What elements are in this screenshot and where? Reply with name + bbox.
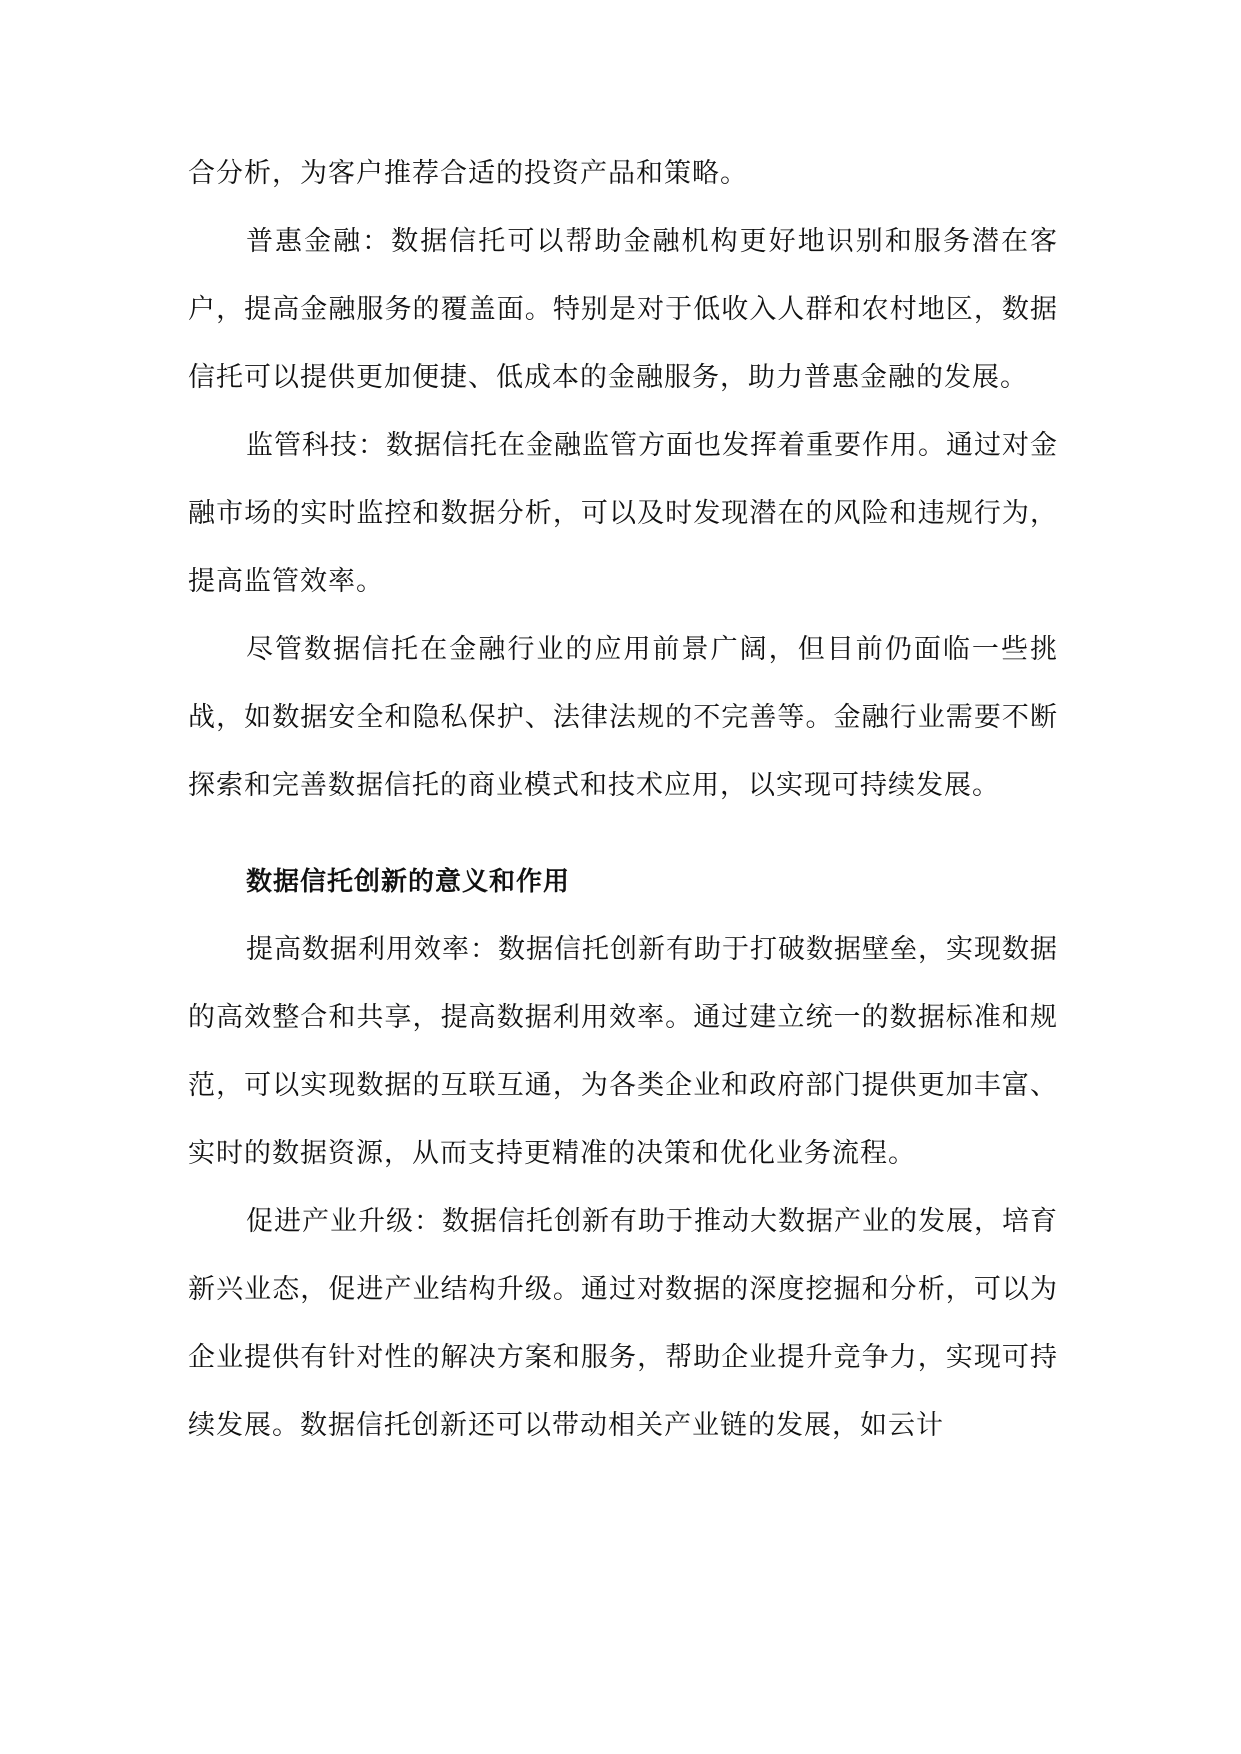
page-body	[188, 140, 1058, 1460]
section-heading: 数据信托创新的意义和作用	[246, 867, 571, 897]
paragraph-data-efficiency: 提高数据利用效率：数据信托创新有助于打破数据壁垒，实现数据的高效整合和共享，提高数据利用效率。通过建立统一的数据标准和规范，可以实现数据的互联互通，为各类企业和政府部门提供更加丰富、实时的数据资源，从而支持更精准的决策和优化业务流程。	[188, 934, 1058, 1169]
paragraph-industry-upgrade: 促进产业升级：数据信托创新有助于推动大数据产业的发展，培育新兴业态，促进产业结构升级。通过对数据的深度挖掘和分析，可以为企业提供有针对性的解决方案和服务，帮助企业提升竞争力，实现可持续发展。数据信托创新还可以带动相关产业链的发展，如云计	[188, 1206, 1058, 1441]
paragraph-challenges: 尽管数据信托在金融行业的应用前景广阔，但目前仍面临一些挑战，如数据安全和隐私保护、法律法规的不完善等。金融行业需要不断探索和完善数据信托的商业模式和技术应用，以实现可持续发展。	[188, 634, 1058, 801]
paragraph-continuation: 合分析，为客户推荐合适的投资产品和策略。	[188, 158, 748, 189]
paragraph-inclusive-finance: 普惠金融：数据信托可以帮助金融机构更好地识别和服务潜在客户，提高金融服务的覆盖面。特别是对于低收入人群和农村地区，数据信托可以提供更加便捷、低成本的金融服务，助力普惠金融的发展。	[188, 226, 1058, 393]
paragraph-regtech: 监管科技：数据信托在金融监管方面也发挥着重要作用。通过对金融市场的实时监控和数据分析，可以及时发现潜在的风险和违规行为，提高监管效率。	[188, 430, 1058, 597]
